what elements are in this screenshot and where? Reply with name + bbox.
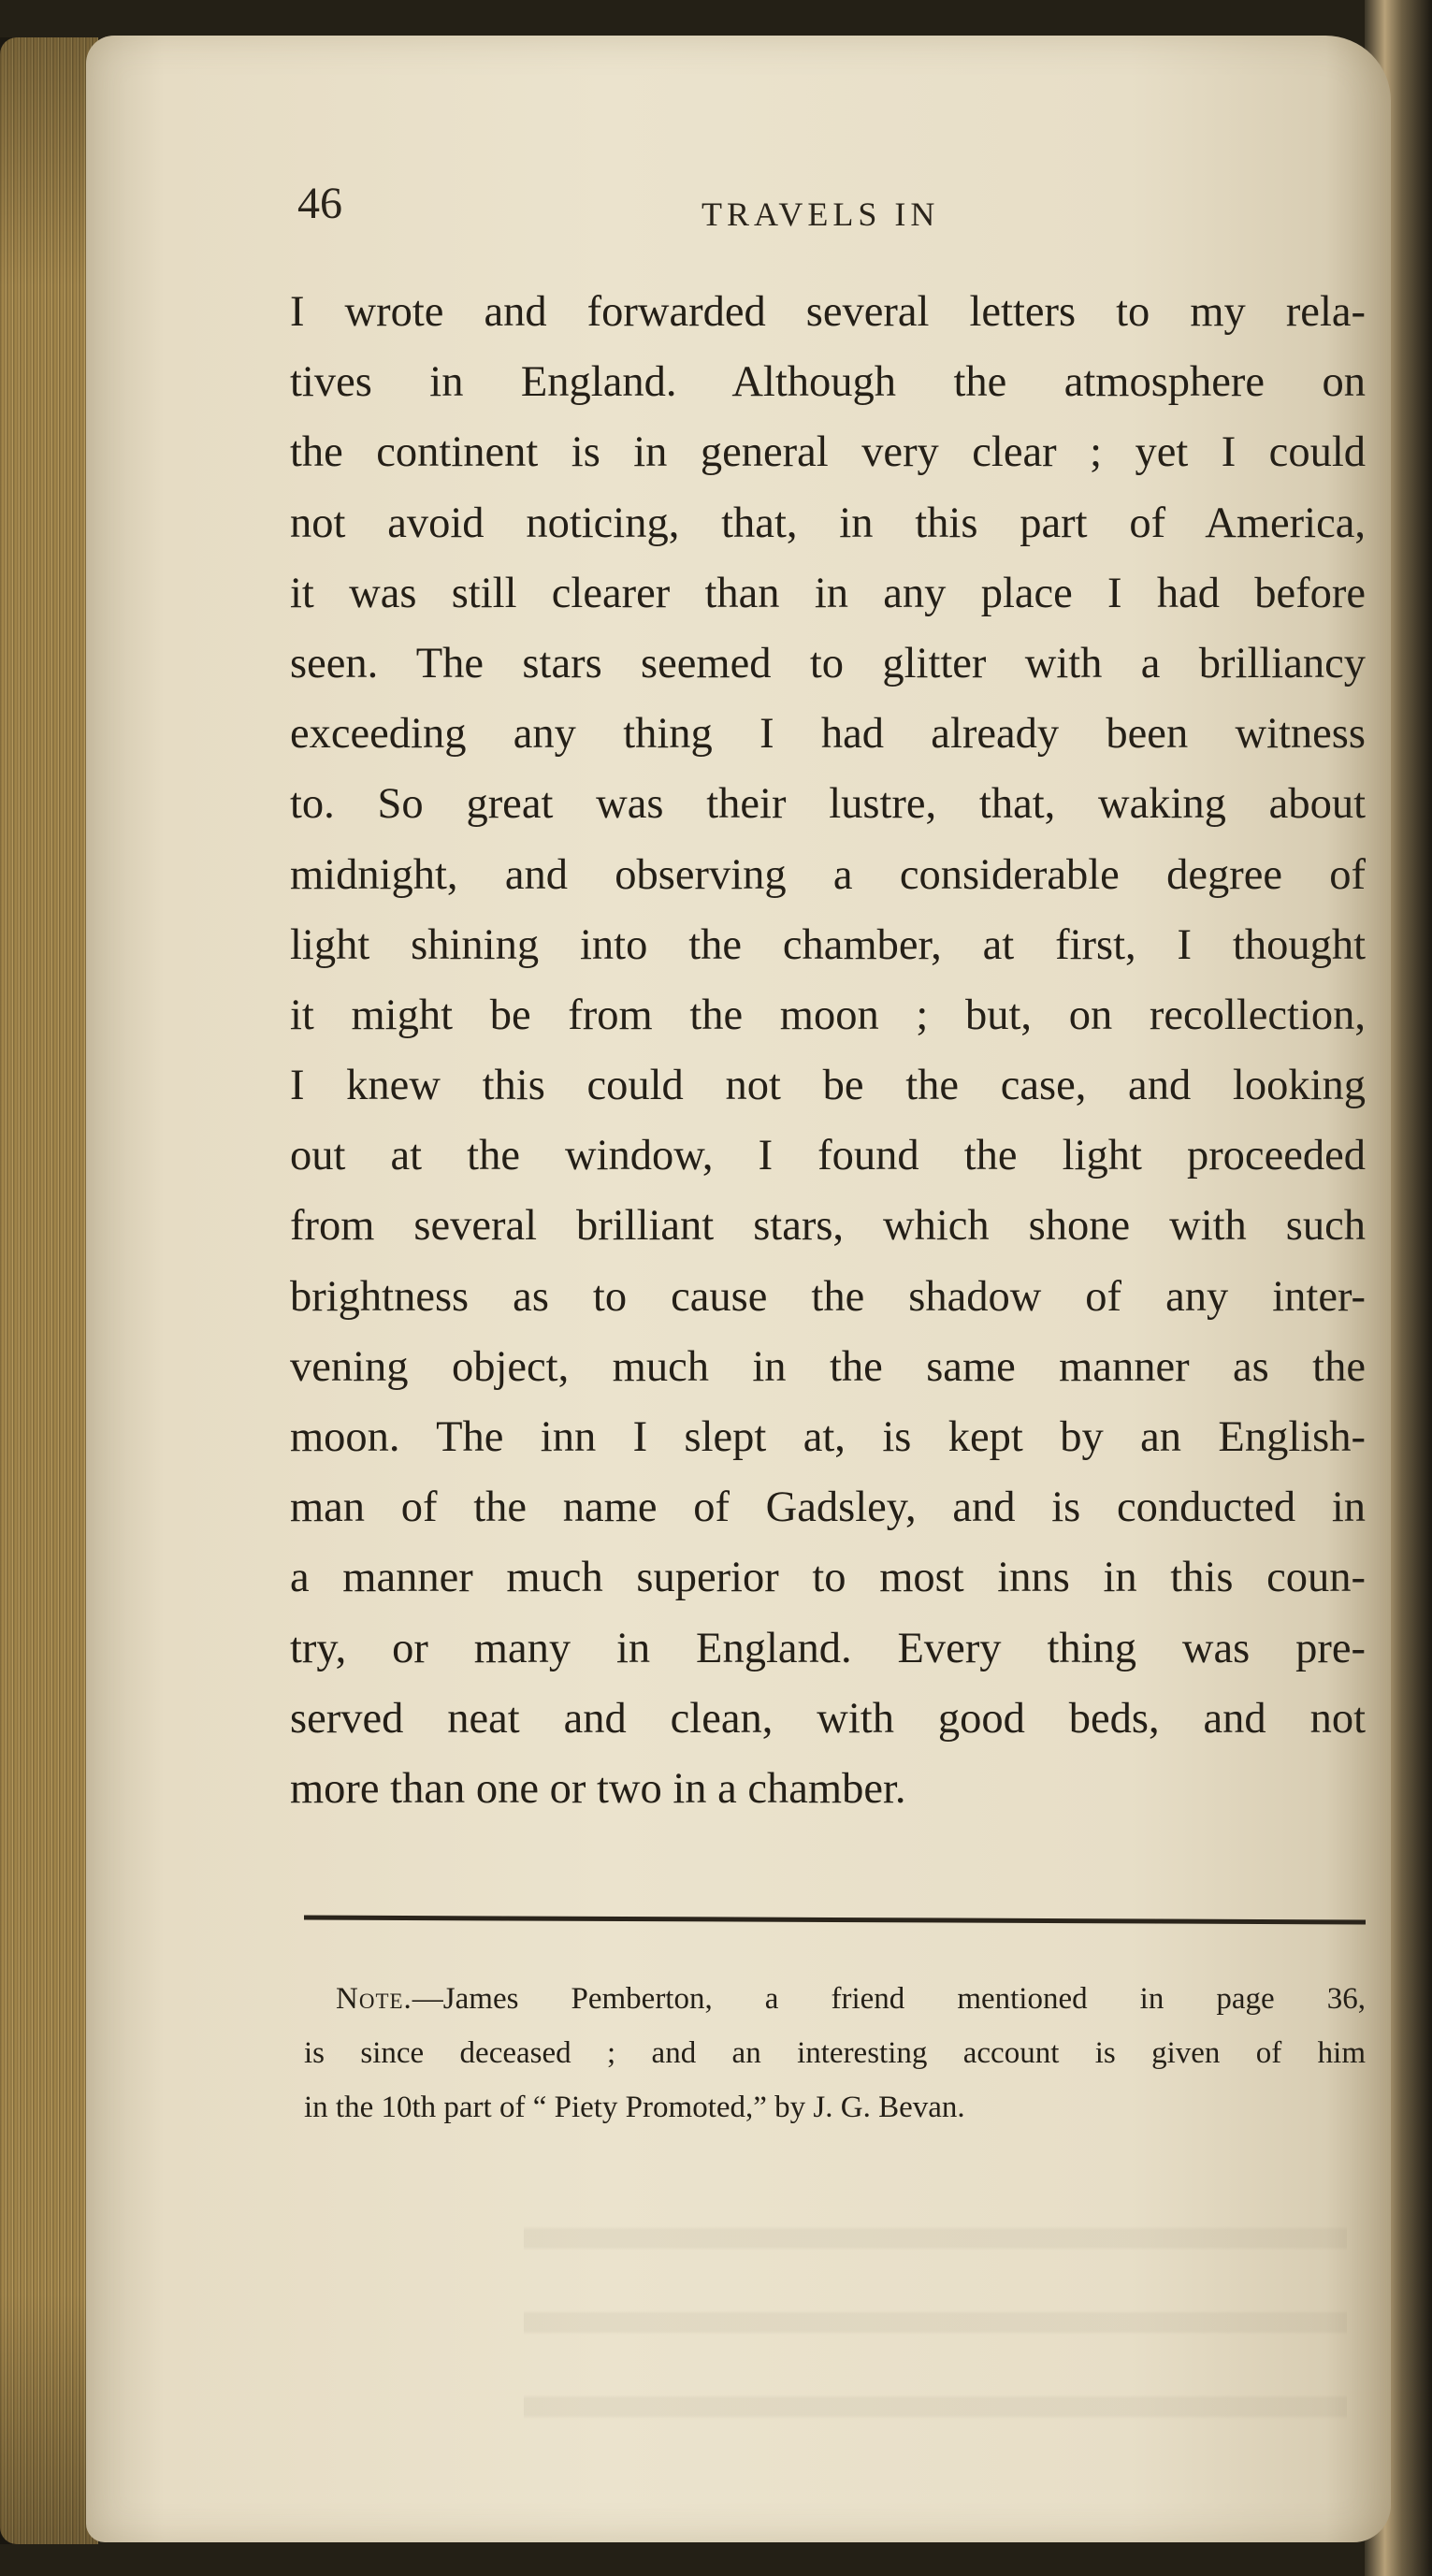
page-header xyxy=(297,178,1345,243)
footnote-line: in the 10th part of “ Piety Promoted,” by J. G. Bevan. xyxy=(304,2091,965,2124)
text-line: try, or many in England. Every thing was pre- xyxy=(290,1624,1366,1672)
text-line: served neat and clean, with good beds, and not xyxy=(290,1694,1366,1743)
footnote-label: Note. xyxy=(336,1982,412,2016)
text-line: light shining into the chamber, at first, I thought xyxy=(290,920,1366,969)
text-line: it might be from the moon ; but, on recollection, xyxy=(290,991,1366,1039)
text-line: more than one or two in a chamber. xyxy=(290,1764,906,1813)
text-line: not avoid noticing, that, in this part of America, xyxy=(290,499,1366,547)
body-text xyxy=(290,277,1366,1824)
text-line: seen. The stars seemed to glitter with a brilliancy xyxy=(290,639,1366,687)
page-number: 46 xyxy=(297,179,342,228)
text-line: from several brilliant stars, which shone with such xyxy=(290,1202,1366,1251)
footnote-line xyxy=(304,1972,1366,2026)
text-line: midnight, and observing a considerable degree of xyxy=(290,850,1366,899)
text-line: man of the name of Gadsley, and is conducted in xyxy=(290,1483,1366,1532)
text-line: out at the window, I found the light proceeded xyxy=(290,1132,1366,1180)
footnote-text: —James Pemberton, a friend mentioned in page 36, xyxy=(412,1982,1366,2016)
show-through-text xyxy=(524,2189,1347,2451)
text-line: I knew this could not be the case, and looking xyxy=(290,1062,1366,1110)
footnote-line: is since deceased ; and an interesting account is given of him xyxy=(304,2036,1366,2070)
running-head: TRAVELS IN xyxy=(702,195,940,233)
text-line: I wrote and forwarded several letters to my rela- xyxy=(290,288,1366,336)
page-edges xyxy=(0,37,98,2544)
text-line: to. So great was their lustre, that, waking about xyxy=(290,780,1366,829)
text-line: a manner much superior to most inns in this coun- xyxy=(290,1554,1366,1602)
text-line: brightness as to cause the shadow of any inter- xyxy=(290,1272,1366,1321)
footnote xyxy=(304,1972,1366,2135)
text-line: tives in England. Although the atmosphere on xyxy=(290,358,1366,407)
text-line: it was still clearer than in any place I had before xyxy=(290,569,1366,617)
text-line: vening object, much in the same manner as the xyxy=(290,1342,1366,1391)
text-line: moon. The inn I slept at, is kept by an English- xyxy=(290,1413,1366,1461)
text-line: the continent is in general very clear ; yet I could xyxy=(290,428,1366,477)
text-line: exceeding any thing I had already been witness xyxy=(290,710,1366,759)
